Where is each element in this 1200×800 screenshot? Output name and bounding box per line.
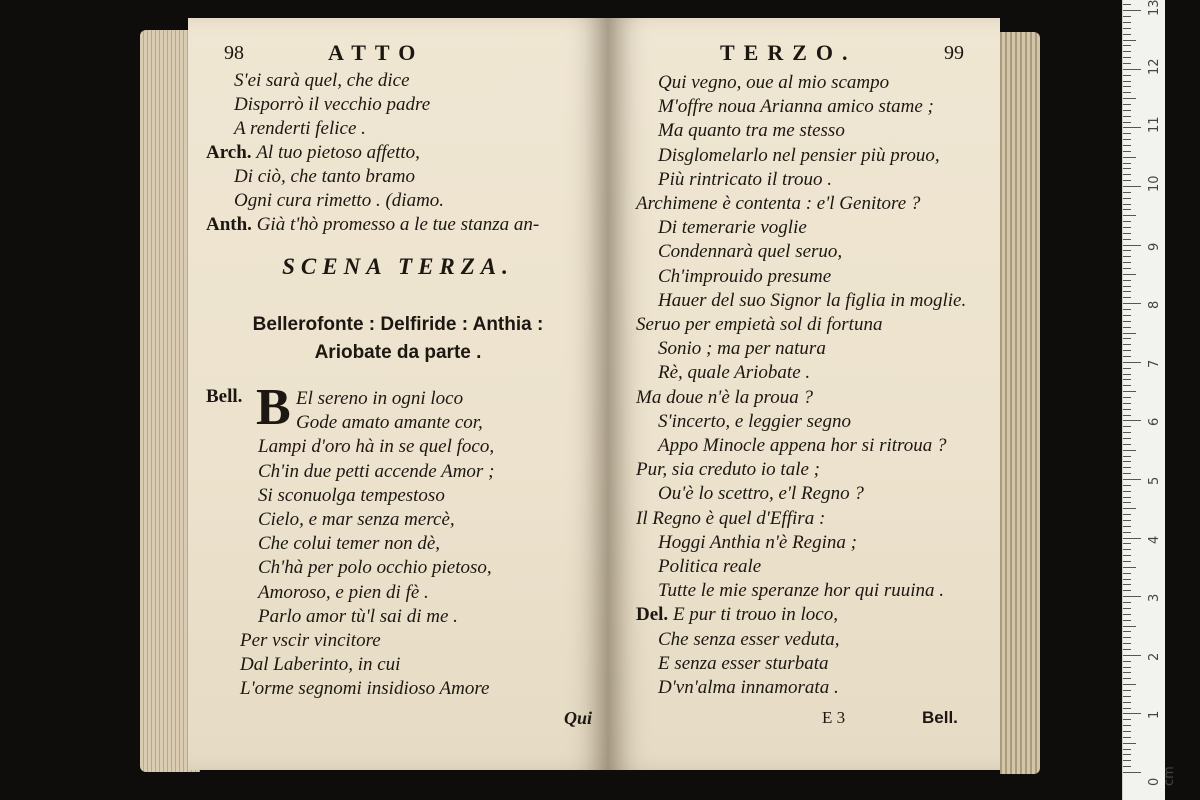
left-verse-line (258, 557, 492, 579)
ruler-tick (1123, 426, 1131, 427)
ruler-tick (1123, 397, 1131, 398)
verse-text: Di ciò, che tanto bramo (234, 166, 416, 187)
right-line (658, 338, 826, 360)
ruler-tick (1123, 180, 1131, 181)
left-running-head: ATTO (328, 40, 425, 65)
ruler-tick (1123, 737, 1131, 738)
ruler-tick (1123, 321, 1131, 322)
left-verse-line (258, 509, 455, 531)
ruler-number: 7 (1147, 359, 1162, 368)
ruler-tick (1123, 631, 1131, 632)
right-line (658, 362, 810, 384)
left-verse-line (240, 654, 400, 676)
verse-text: E pur ti trouo in loco, (672, 604, 838, 626)
ruler-number: 5 (1147, 476, 1162, 485)
left-verse-line (258, 436, 494, 458)
ruler-tick (1123, 186, 1141, 187)
verse-text: Amoroso, e pien di fè . (258, 581, 429, 603)
speaker-label: Anth. (206, 214, 257, 235)
verse-text: Ma doue n'è la proua ? (636, 386, 813, 408)
right-line (636, 508, 825, 530)
verse-text: Già t'hò promesso a le tue stanza an- (256, 214, 540, 235)
ruler-tick (1123, 262, 1131, 263)
scene-title: SCENA TERZA. (282, 254, 514, 279)
verse-text: Ogni cura rimetto . (diamo. (234, 190, 445, 211)
ruler-tick (1123, 614, 1131, 615)
left-top-line (234, 190, 444, 212)
ruler-tick (1123, 204, 1131, 205)
ruler-tick (1123, 538, 1141, 539)
verse-text: Parlo amor tù'l sai di me . (258, 605, 458, 627)
ruler-tick (1123, 567, 1136, 568)
verse-text: Hoggi Anthia n'è Regina ; (658, 531, 857, 553)
ruler-number: 3 (1147, 593, 1162, 603)
ruler-tick (1123, 268, 1131, 269)
verse-text: E senza esser sturbata (658, 652, 829, 674)
ruler-tick (1123, 754, 1131, 755)
ruler-tick (1123, 409, 1131, 410)
ruler-tick (1123, 420, 1141, 421)
verse-text: Lampi d'oro hà in se quel foco, (258, 436, 495, 458)
right-line (658, 629, 840, 651)
ruler-tick (1123, 579, 1131, 580)
verse-text: Politica reale (658, 556, 762, 577)
ruler-tick (1123, 725, 1131, 726)
ruler-tick (1123, 280, 1131, 281)
ruler-tick (1123, 760, 1131, 761)
ruler-tick (1123, 57, 1131, 58)
verse-text: Qui vegno, oue al mio scampo (658, 72, 890, 93)
verse-text: Di temerarie voglie (658, 217, 807, 239)
ruler-number: 10 (1147, 175, 1162, 192)
verse-text: Gode amato amante cor, (296, 412, 483, 434)
ruler-tick (1123, 708, 1131, 709)
ruler-tick (1123, 450, 1136, 451)
ruler-tick (1123, 608, 1131, 609)
ruler-tick (1123, 438, 1131, 439)
verse-text: L'orme segnomi insidioso Amore (240, 678, 490, 700)
verse-text: Dal Laberinto, in cui (240, 654, 401, 676)
ruler-tick (1123, 256, 1131, 257)
verse-text: Disglomelarlo nel pensier più prouo, (658, 144, 940, 166)
ruler-tick (1123, 104, 1131, 105)
ruler-tick (1123, 485, 1131, 486)
ruler-tick (1123, 532, 1131, 533)
ruler-tick (1123, 245, 1141, 246)
verse-text: Rè, quale Ariobate . (658, 362, 811, 384)
verse-text: Condennarà quel seruo, (658, 241, 843, 263)
left-verse-line (296, 412, 483, 434)
ruler-tick (1123, 643, 1131, 644)
left-verse-line (296, 388, 463, 410)
ruler-tick (1123, 391, 1136, 392)
ruler-number: 12 (1147, 58, 1162, 75)
ruler-number: 11 (1147, 116, 1162, 134)
right-page-edges (1000, 32, 1040, 774)
verse-text: Appo Minocle appena hor si ritroua ? (658, 435, 947, 456)
ruler-tick (1123, 69, 1141, 70)
verse-text: Tutte le mie speranze hor qui ruuina . (658, 580, 945, 602)
ruler-tick (1123, 250, 1131, 251)
ruler-tick (1123, 110, 1131, 111)
ruler-tick (1123, 508, 1136, 509)
right-line (658, 217, 807, 239)
left-verse-line (258, 606, 458, 628)
left-top-line (206, 214, 539, 236)
right-line (658, 411, 851, 433)
ruler-tick (1123, 10, 1141, 11)
ruler-tick (1123, 719, 1131, 720)
ruler-tick (1123, 356, 1131, 357)
ruler-tick (1123, 344, 1131, 345)
ruler-tick (1123, 315, 1131, 316)
ruler-tick (1123, 473, 1131, 474)
verse-text: Ch'hà per polo occhio pietoso, (258, 557, 492, 579)
signature-mark: E 3 (822, 708, 846, 727)
ruler-tick (1123, 327, 1131, 328)
verse-text: Ch'in due petti accende Amor ; (258, 460, 495, 482)
ruler-tick (1123, 520, 1131, 521)
ruler-tick (1123, 713, 1141, 714)
ruler-tick (1123, 620, 1131, 621)
right-line (658, 145, 940, 167)
ruler-tick (1123, 233, 1131, 234)
right-line (636, 387, 813, 409)
ruler-tick (1123, 555, 1131, 556)
right-line (658, 556, 761, 578)
ruler-tick (1123, 215, 1136, 216)
ruler-tick (1123, 368, 1131, 369)
ruler-number: 8 (1147, 300, 1162, 310)
measuring-ruler (1122, 0, 1177, 800)
ruler-tick (1123, 491, 1131, 492)
ruler-tick (1123, 86, 1131, 87)
right-line (636, 604, 838, 626)
verse-text: Che colui temer non dè, (258, 533, 441, 555)
ruler-tick (1123, 75, 1131, 76)
ruler-tick (1123, 461, 1131, 462)
ruler-tick (1123, 291, 1131, 292)
ruler-tick (1123, 309, 1131, 310)
ruler-tick (1123, 116, 1131, 117)
left-top-line (234, 94, 430, 116)
ruler-number: 9 (1147, 242, 1162, 251)
left-page (188, 18, 608, 770)
ruler-tick (1123, 145, 1131, 146)
verse-text: Cielo, e mar senza mercè, (258, 509, 455, 530)
verse-text: Ou'è lo scettro, e'l Regno ? (658, 483, 864, 505)
ruler-tick (1123, 63, 1131, 64)
ruler-tick (1123, 766, 1131, 767)
ruler-number: 13 (1147, 0, 1162, 17)
verse-text: Più rintricato il trouo . (658, 168, 832, 190)
right-line (658, 120, 845, 142)
verse-text: M'offre noua Arianna amico stame ; (658, 96, 934, 118)
ruler-tick (1123, 333, 1136, 334)
ruler-tick (1123, 286, 1131, 287)
ruler-tick (1123, 456, 1131, 457)
ruler-tick (1123, 549, 1131, 550)
right-line (658, 532, 857, 554)
ruler-tick (1123, 649, 1131, 650)
drop-cap: B (256, 379, 291, 436)
ruler-tick (1123, 338, 1131, 339)
left-verse-line (258, 485, 445, 507)
right-running-head: TERZO. (720, 40, 857, 65)
ruler-tick (1123, 239, 1131, 240)
ruler-tick (1123, 696, 1131, 697)
left-top-line (234, 70, 410, 92)
ruler-tick (1123, 672, 1131, 673)
right-line (636, 459, 820, 481)
verse-text: Sonio ; ma per natura (658, 338, 826, 360)
left-top-line (206, 142, 420, 164)
verse-text: Al tuo pietoso affetto, (256, 142, 420, 163)
ruler-tick (1123, 731, 1131, 732)
cast-line-1: Bellerofonte : Delfiride : Anthia : (252, 314, 544, 335)
right-line (658, 290, 966, 312)
ruler-tick (1123, 163, 1131, 164)
right-line (658, 72, 889, 94)
ruler-tick (1123, 51, 1131, 52)
left-verse-line (240, 678, 490, 700)
ruler-tick (1123, 221, 1131, 222)
ruler-tick (1123, 350, 1131, 351)
left-top-line (234, 166, 415, 188)
ruler-number: 2 (1147, 652, 1162, 661)
ruler-tick (1123, 192, 1131, 193)
ruler-tick (1123, 678, 1131, 679)
ruler-tick (1123, 637, 1131, 638)
verse-text: Disporrò il vecchio padre (234, 94, 431, 115)
ruler-tick (1123, 40, 1136, 41)
left-top-line (234, 118, 366, 140)
ruler-tick (1123, 157, 1136, 158)
ruler-number: 6 (1147, 418, 1162, 427)
left-verse-line (258, 461, 494, 483)
verse-text: Si sconuolga tempestoso (258, 484, 445, 506)
ruler-tick (1123, 374, 1131, 375)
ruler-tick (1123, 415, 1131, 416)
left-page-number: 98 (224, 42, 244, 64)
ruler-tick (1123, 479, 1141, 480)
verse-text: Hauer del suo Signor la figlia in moglie. (658, 289, 967, 311)
ruler-tick (1123, 690, 1131, 691)
ruler-tick (1123, 432, 1131, 433)
ruler-unit-label: 0 cm (1147, 766, 1177, 786)
right-line (658, 483, 864, 505)
right-line (636, 193, 920, 215)
ruler-tick (1123, 209, 1131, 210)
ruler-tick (1123, 174, 1131, 175)
ruler-tick (1123, 362, 1141, 363)
ruler-tick (1123, 28, 1131, 29)
right-page (608, 18, 1000, 770)
ruler-tick (1123, 561, 1131, 562)
verse-text: Per vscir vincitore (240, 630, 381, 651)
ruler-tick (1123, 4, 1131, 5)
ruler-tick (1123, 497, 1131, 498)
ruler-tick (1123, 514, 1131, 515)
ruler-tick (1123, 743, 1136, 744)
verse-text: A renderti felice . (234, 118, 366, 139)
ruler-tick (1123, 602, 1131, 603)
verse-text: Pur, sia creduto io tale ; (636, 459, 820, 481)
right-line (658, 653, 828, 675)
ruler-tick (1123, 667, 1131, 668)
ruler-tick (1123, 684, 1136, 685)
left-verse-line (258, 582, 429, 604)
ruler-tick (1123, 379, 1131, 380)
cast-line-2: Ariobate da parte . (314, 342, 482, 363)
right-line (658, 580, 944, 602)
ruler-tick (1123, 502, 1131, 503)
verse-text: Che senza esser veduta, (658, 628, 840, 650)
ruler-tick (1123, 573, 1131, 574)
ruler-tick (1123, 34, 1131, 35)
verse-text: Ch'improuido presume (658, 265, 832, 287)
ruler-tick (1123, 22, 1131, 23)
ruler-tick (1123, 543, 1131, 544)
speaker-bell: Bell. (206, 386, 243, 407)
left-verse-line (240, 630, 381, 652)
verse-text: Seruo per empietà sol di fortuna (636, 314, 883, 335)
verse-text: Il Regno è quel d'Effira : (636, 507, 826, 529)
ruler-tick (1123, 596, 1141, 597)
ruler-tick (1123, 526, 1131, 527)
left-catchword: Qui (564, 708, 593, 728)
ruler-tick (1123, 127, 1141, 128)
verse-text: D'vn'alma innamorata . (658, 677, 839, 698)
ruler-tick (1123, 655, 1141, 656)
ruler-tick (1123, 151, 1131, 152)
speaker-label: Del. (636, 604, 673, 626)
ruler-tick (1123, 16, 1131, 17)
verse-text: S'ei sarà quel, che dice (234, 70, 410, 91)
right-line (658, 677, 839, 699)
ruler-tick (1123, 122, 1131, 123)
right-line (658, 241, 842, 263)
left-verse-line (258, 533, 440, 555)
ruler-tick (1123, 303, 1141, 304)
right-line (658, 96, 934, 118)
ruler-tick (1123, 467, 1131, 468)
verse-text: Archimene è contenta : e'l Genitore ? (636, 193, 921, 214)
ruler-tick (1123, 444, 1131, 445)
ruler-tick (1123, 274, 1136, 275)
right-line (658, 435, 947, 457)
right-catchword: Bell. (922, 708, 958, 727)
ruler-tick (1123, 772, 1141, 773)
ruler-tick (1123, 198, 1131, 199)
open-book (140, 18, 1040, 778)
speaker-label: Arch. (206, 142, 257, 163)
ruler-tick (1123, 584, 1131, 585)
verse-text: Ma quanto tra me stesso (658, 120, 845, 142)
right-line (658, 169, 832, 191)
ruler-number: 1 (1147, 711, 1162, 720)
ruler-tick (1123, 168, 1131, 169)
ruler-number: 4 (1147, 535, 1162, 544)
ruler-tick (1123, 590, 1131, 591)
ruler-tick (1123, 385, 1131, 386)
verse-text: El sereno in ogni loco (296, 388, 464, 409)
ruler-tick (1123, 661, 1131, 662)
ruler-tick (1123, 702, 1131, 703)
verse-text: S'incerto, e leggier segno (658, 410, 851, 432)
ruler-tick (1123, 133, 1131, 134)
ruler-tick (1123, 227, 1131, 228)
ruler-tick (1123, 45, 1131, 46)
ruler-tick (1123, 403, 1131, 404)
ruler-tick (1123, 626, 1136, 627)
ruler-tick (1123, 92, 1131, 93)
ruler-tick (1123, 98, 1136, 99)
ruler-tick (1123, 139, 1131, 140)
ruler-tick (1123, 81, 1131, 82)
ruler-tick (1123, 297, 1131, 298)
right-line (658, 266, 831, 288)
ruler-tick (1123, 749, 1131, 750)
right-line (636, 314, 882, 336)
right-page-number: 99 (944, 42, 964, 64)
